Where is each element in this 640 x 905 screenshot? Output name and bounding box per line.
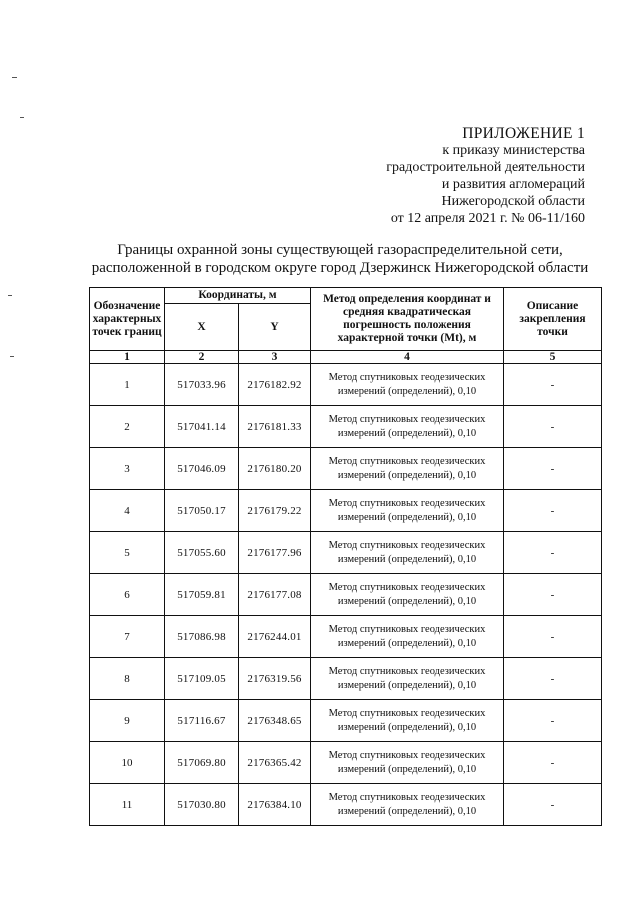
document-title-line: Границы охранной зоны существующей газораспределительной сети, <box>117 242 563 258</box>
fixing-description: - <box>504 658 602 700</box>
fixing-description: - <box>504 784 602 826</box>
coord-x: 517059.81 <box>165 574 239 616</box>
method-text: Метод спутниковых геодезических измерений (определений), 0,10 <box>311 532 504 574</box>
coord-x: 517086.98 <box>165 616 239 658</box>
fixing-description: - <box>504 364 602 406</box>
point-number: 3 <box>90 448 165 490</box>
appendix-line: и развития агломераций <box>441 177 585 192</box>
header-y: Y <box>239 304 311 351</box>
point-number: 4 <box>90 490 165 532</box>
table-row <box>90 364 602 406</box>
fixing-description: - <box>504 532 602 574</box>
scan-mark <box>20 117 24 118</box>
coord-x: 517069.80 <box>165 742 239 784</box>
appendix-line: к приказу министерства <box>442 143 585 158</box>
point-number: 5 <box>90 532 165 574</box>
col-number: 4 <box>311 351 504 364</box>
appendix-title: ПРИЛОЖЕНИЕ 1 <box>462 125 585 142</box>
header-method: Метод определения координат и средняя квадратическая погрешность положения характерной точки (Mt), м <box>311 288 504 351</box>
coord-y: 2176244.01 <box>239 616 311 658</box>
fixing-description: - <box>504 574 602 616</box>
table-row <box>90 658 602 700</box>
coord-x: 517055.60 <box>165 532 239 574</box>
coord-y: 2176365.42 <box>239 742 311 784</box>
table-row <box>90 532 602 574</box>
fixing-description: - <box>504 700 602 742</box>
coord-y: 2176384.10 <box>239 784 311 826</box>
method-text: Метод спутниковых геодезических измерений (определений), 0,10 <box>311 742 504 784</box>
table-row <box>90 616 602 658</box>
coord-y: 2176348.65 <box>239 700 311 742</box>
appendix-line: от 12 апреля 2021 г. № 06-11/160 <box>390 211 585 226</box>
coord-y: 2176182.92 <box>239 364 311 406</box>
appendix-line: градостроительной деятельности <box>386 160 585 175</box>
table-row <box>90 406 602 448</box>
point-number: 1 <box>90 364 165 406</box>
fixing-description: - <box>504 490 602 532</box>
coord-y: 2176179.22 <box>239 490 311 532</box>
method-text: Метод спутниковых геодезических измерений (определений), 0,10 <box>311 364 504 406</box>
scan-mark <box>10 356 14 357</box>
method-text: Метод спутниковых геодезических измерений (определений), 0,10 <box>311 574 504 616</box>
header-description: Описание закрепления точки <box>504 288 602 351</box>
method-text: Метод спутниковых геодезических измерений (определений), 0,10 <box>311 700 504 742</box>
header-designation: Обозначение характерных точек границ <box>90 288 165 351</box>
method-text: Метод спутниковых геодезических измерений (определений), 0,10 <box>311 406 504 448</box>
table-row <box>90 574 602 616</box>
scan-mark <box>8 295 12 296</box>
point-number: 11 <box>90 784 165 826</box>
table-row <box>90 448 602 490</box>
table-row <box>90 700 602 742</box>
fixing-description: - <box>504 616 602 658</box>
fixing-description: - <box>504 406 602 448</box>
table-row <box>90 784 602 826</box>
coord-y: 2176319.56 <box>239 658 311 700</box>
coord-x: 517050.17 <box>165 490 239 532</box>
coord-x: 517041.14 <box>165 406 239 448</box>
fixing-description: - <box>504 448 602 490</box>
fixing-description: - <box>504 742 602 784</box>
col-number: 3 <box>239 351 311 364</box>
coord-x: 517030.80 <box>165 784 239 826</box>
coord-x: 517116.67 <box>165 700 239 742</box>
point-number: 6 <box>90 574 165 616</box>
header-coords: Координаты, м <box>165 288 311 304</box>
col-number: 2 <box>165 351 239 364</box>
coord-y: 2176177.96 <box>239 532 311 574</box>
col-number: 1 <box>90 351 165 364</box>
coordinates-table <box>89 287 602 826</box>
document-title-line: расположенной в городском округе город Дзержинск Нижегородской области <box>91 260 589 276</box>
coord-x: 517046.09 <box>165 448 239 490</box>
point-number: 8 <box>90 658 165 700</box>
appendix-line: Нижегородской области <box>441 194 585 209</box>
point-number: 7 <box>90 616 165 658</box>
appendix-block <box>265 125 585 227</box>
method-text: Метод спутниковых геодезических измерений (определений), 0,10 <box>311 448 504 490</box>
point-number: 2 <box>90 406 165 448</box>
scan-mark <box>12 77 17 78</box>
method-text: Метод спутниковых геодезических измерений (определений), 0,10 <box>311 616 504 658</box>
coord-y: 2176177.08 <box>239 574 311 616</box>
col-number: 5 <box>504 351 602 364</box>
method-text: Метод спутниковых геодезических измерений (определений), 0,10 <box>311 784 504 826</box>
table-row <box>90 490 602 532</box>
header-x: X <box>165 304 239 351</box>
coord-y: 2176180.20 <box>239 448 311 490</box>
method-text: Метод спутниковых геодезических измерений (определений), 0,10 <box>311 490 504 532</box>
coord-x: 517033.96 <box>165 364 239 406</box>
table-row <box>90 742 602 784</box>
method-text: Метод спутниковых геодезических измерений (определений), 0,10 <box>311 658 504 700</box>
coord-x: 517109.05 <box>165 658 239 700</box>
coord-y: 2176181.33 <box>239 406 311 448</box>
point-number: 9 <box>90 700 165 742</box>
document-title <box>60 241 620 277</box>
point-number: 10 <box>90 742 165 784</box>
